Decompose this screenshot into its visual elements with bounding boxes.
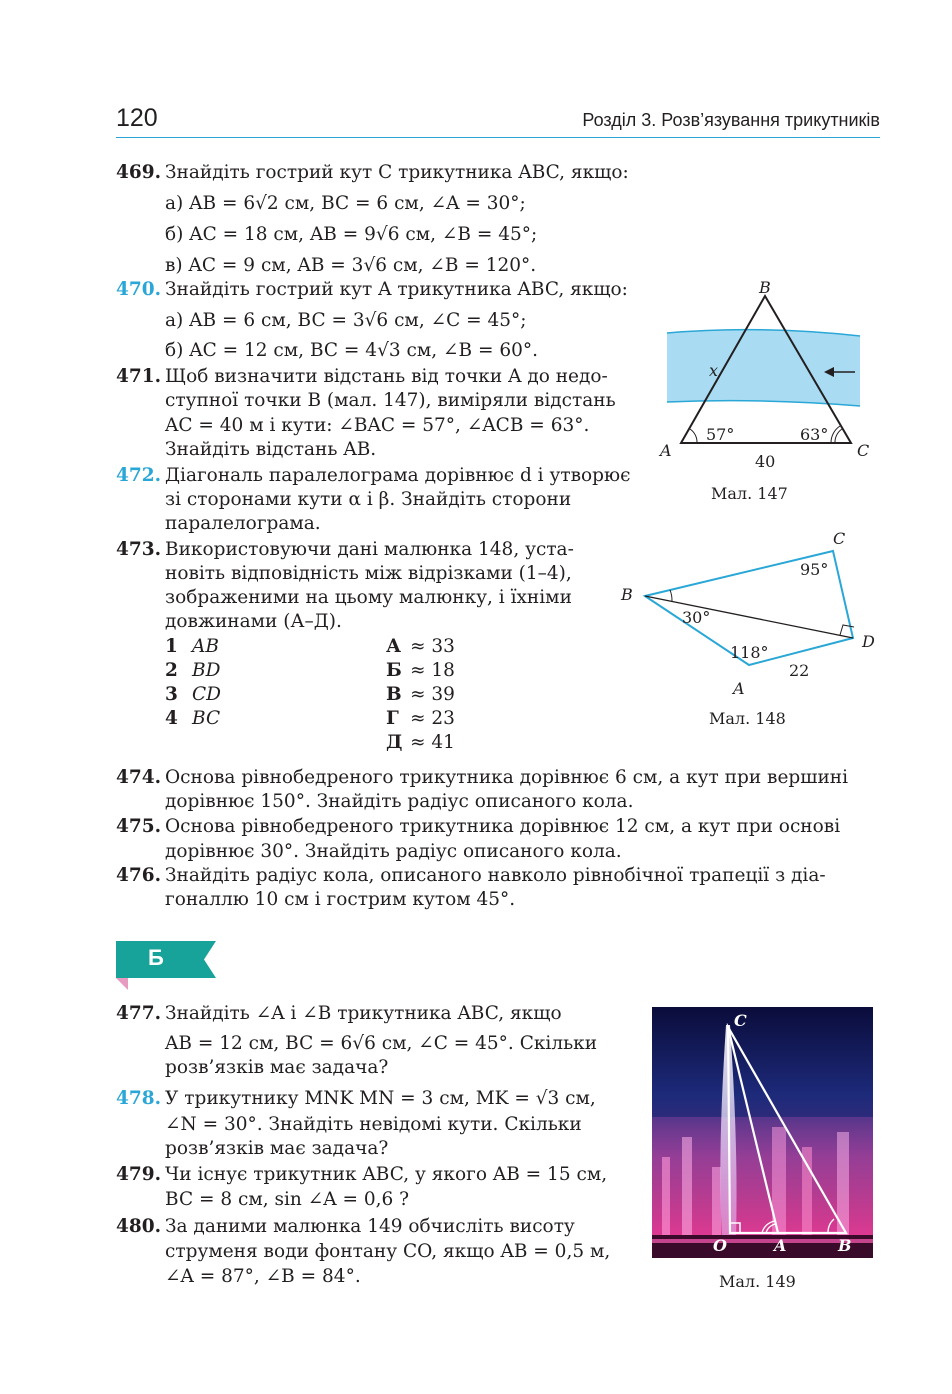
header-divider xyxy=(116,137,880,138)
problem-469-line-2: а) AB = 6√2 см, BC = 6 см, ∠A = 30°; xyxy=(165,193,526,214)
problem-number-476: 476. xyxy=(116,865,162,886)
problem-number-477: 477. xyxy=(116,1003,162,1024)
fig148-angle-b: 30° xyxy=(682,608,711,627)
problem-470-line-3: б) AC = 12 см, BC = 4√3 см, ∠B = 60°. xyxy=(165,340,539,361)
problem-480-line-3: ∠A = 87°, ∠B = 84°. xyxy=(165,1266,361,1287)
problem-472-line-3: паралелограма. xyxy=(165,513,321,534)
problem-number-470: 470. xyxy=(116,279,162,300)
problem-number-471: 471. xyxy=(116,366,162,387)
fig149-label-o: O xyxy=(713,1236,727,1255)
fig147-angle-a: 57° xyxy=(706,425,735,444)
problem-471-line-4: Знайдіть відстань AB. xyxy=(165,439,377,460)
problem-472-line-1: Діагональ паралелограма дорівнює d і утворює xyxy=(165,465,631,486)
problem-number-479: 479. xyxy=(116,1164,162,1185)
problem-475-line-2: дорівнює 30°. Знайдіть радіус описаного кола. xyxy=(165,841,622,862)
problem-469-line-3: б) AC = 18 см, AB = 9√6 см, ∠B = 45°; xyxy=(165,224,538,245)
fig149-label-c: C xyxy=(734,1011,747,1030)
match-left-value: BC xyxy=(192,708,221,729)
problem-469-line-4: в) AC = 9 см, AB = 3√6 см, ∠B = 120°. xyxy=(165,255,537,276)
problem-476-line-1: Знайдіть радіус кола, описаного навколо рівнобічної трапеції з діа- xyxy=(165,865,826,886)
figure-149-fountain-photo xyxy=(652,1007,873,1258)
problem-477-line-3: розв’язків має задача? xyxy=(165,1057,389,1078)
fig147-label-b: B xyxy=(759,278,771,297)
figure-148-quadrilateral xyxy=(630,540,870,690)
match-right-value: ≈ 41 xyxy=(410,732,455,753)
problem-number-469: 469. xyxy=(116,162,162,183)
match-right-key: Г xyxy=(386,708,399,729)
fig148-label-c: C xyxy=(833,529,846,548)
problem-480-line-2: струменя води фонтану CO, якщо AB = 0,5 м, xyxy=(165,1241,611,1262)
problem-478-line-1: У трикутнику MNK MN = 3 см, MK = √3 см, xyxy=(165,1088,596,1109)
match-right-key: В xyxy=(386,684,402,705)
fig147-label-x: x xyxy=(709,361,719,380)
fig149-label-b: B xyxy=(838,1236,852,1255)
fig147-label-a: A xyxy=(660,441,672,460)
problem-473-line-2: новіть відповідність між відрізками (1–4), xyxy=(165,563,572,584)
match-right-key: А xyxy=(386,636,402,657)
problem-number-474: 474. xyxy=(116,767,162,788)
problem-473-line-1: Використовуючи дані малюнка 148, уста- xyxy=(165,539,574,560)
section-title: Розділ 3. Розв’язування трикутників xyxy=(582,110,880,130)
problem-471-line-1: Щоб визначити відстань від точки A до недо- xyxy=(165,366,608,387)
match-right-key: Б xyxy=(386,660,402,681)
fig148-caption: Мал. 148 xyxy=(709,709,786,728)
problem-477-line-1: Знайдіть ∠A і ∠B трикутника ABC, якщо xyxy=(165,1003,562,1024)
problem-number-475: 475. xyxy=(116,816,162,837)
problem-479-line-1: Чи існує трикутник ABC, у якого AB = 15 см, xyxy=(165,1164,608,1185)
figure-147-river-triangle xyxy=(655,275,870,470)
problem-number-480: 480. xyxy=(116,1216,162,1237)
section-tag-banner xyxy=(116,941,216,978)
match-left-value: BD xyxy=(192,660,221,681)
match-left-value: CD xyxy=(192,684,221,705)
problem-476-line-2: гоналлю 10 см і гострим кутом 45°. xyxy=(165,889,516,910)
problem-471-line-2: ступної точки B (мал. 147), виміряли відстань xyxy=(165,390,616,411)
match-left-key: 1 xyxy=(165,636,178,657)
section-tag-label: Б xyxy=(148,945,164,970)
fig148-label-b: B xyxy=(621,585,633,604)
match-right-key: Д xyxy=(386,732,403,753)
problem-number-478: 478. xyxy=(116,1088,162,1109)
fig149-caption: Мал. 149 xyxy=(719,1272,796,1291)
match-right-value: ≈ 33 xyxy=(410,636,455,657)
problem-471-line-3: AC = 40 м і кути: ∠BAC = 57°, ∠ACB = 63°. xyxy=(165,415,590,436)
problem-478-line-2: ∠N = 30°. Знайдіть невідомі кути. Скільки xyxy=(165,1114,582,1135)
fig149-label-a: A xyxy=(774,1236,787,1255)
problem-number-472: 472. xyxy=(116,465,162,486)
problem-number-473: 473. xyxy=(116,539,162,560)
page-number: 120 xyxy=(116,104,158,132)
match-left-key: 4 xyxy=(165,708,178,729)
problem-478-line-3: розв’язків має задача? xyxy=(165,1138,389,1159)
fig147-label-c: C xyxy=(857,441,870,460)
fig147-caption: Мал. 147 xyxy=(711,484,788,503)
fig148-label-a: A xyxy=(733,679,745,698)
problem-473-line-4: довжинами (А–Д). xyxy=(165,611,342,632)
problem-477-line-2: AB = 12 см, BC = 6√6 см, ∠C = 45°. Скільки xyxy=(165,1033,598,1054)
match-left-key: 2 xyxy=(165,660,178,681)
problem-472-line-2: зі сторонами кути α і β. Знайдіть сторони xyxy=(165,489,572,510)
problem-470-line-2: а) AB = 6 см, BC = 3√6 см, ∠C = 45°; xyxy=(165,310,527,331)
problem-470-line-1: Знайдіть гострий кут A трикутника ABC, якщо: xyxy=(165,279,628,300)
problem-475-line-1: Основа рівнобедреного трикутника дорівнює 12 см, а кут при основі xyxy=(165,816,841,837)
match-left-value: AB xyxy=(192,636,219,657)
fig147-base-length: 40 xyxy=(755,452,776,471)
section-tag-fold xyxy=(116,978,128,990)
problem-469-line-1: Знайдіть гострий кут C трикутника ABC, якщо: xyxy=(165,162,629,183)
fig148-angle-c: 95° xyxy=(800,560,829,579)
problem-479-line-2: BC = 8 см, sin ∠A = 0,6 ? xyxy=(165,1189,410,1210)
match-right-value: ≈ 18 xyxy=(410,660,455,681)
fig148-label-d: D xyxy=(862,632,875,651)
match-right-value: ≈ 39 xyxy=(410,684,455,705)
match-left-key: 3 xyxy=(165,684,178,705)
problem-473-line-3: зображеними на цьому малюнку, і їхніми xyxy=(165,587,572,608)
fig148-angle-a: 118° xyxy=(730,643,769,662)
problem-480-line-1: За даними малюнка 149 обчисліть висоту xyxy=(165,1216,575,1237)
fig147-angle-c: 63° xyxy=(800,425,829,444)
match-right-value: ≈ 23 xyxy=(410,708,455,729)
problem-474-line-2: дорівнює 150°. Знайдіть радіус описаного кола. xyxy=(165,791,634,812)
fig148-side-ad: 22 xyxy=(789,661,810,680)
problem-474-line-1: Основа рівнобедреного трикутника дорівнює 6 см, а кут при вершині xyxy=(165,767,849,788)
